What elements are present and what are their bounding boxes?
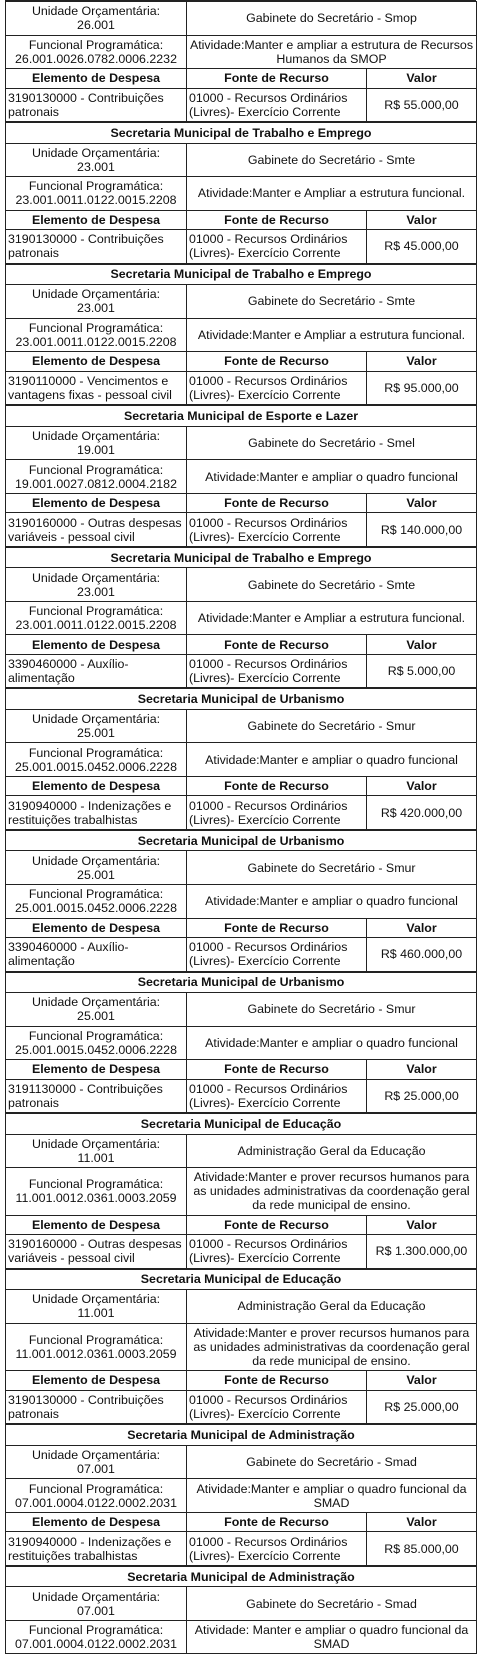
unidade-row	[6, 851, 477, 885]
unidade-row	[6, 426, 477, 460]
funcional-code: 07.001.0004.0122.0002.2031	[15, 1495, 177, 1510]
column-header-row	[6, 776, 477, 796]
unidade-row	[6, 1445, 477, 1479]
unidade-description: Gabinete do Secretário - Smte	[187, 143, 477, 177]
unidade-description: Gabinete do Secretário - Smel	[187, 426, 477, 460]
funcional-row	[6, 1026, 477, 1060]
secretaria-row	[6, 406, 477, 427]
elemento-despesa: 3190940000 - Indenizações e restituições trabalhistas	[6, 796, 187, 830]
funcional-code: 25.001.0015.0452.0006.2228	[15, 759, 177, 774]
secretaria-row	[6, 1425, 477, 1446]
unidade-code: 11.001	[77, 1150, 115, 1165]
unidade-label: Unidade Orçamentária:	[31, 1292, 161, 1307]
secretaria-row	[6, 1114, 477, 1135]
funcional-row	[6, 1323, 477, 1371]
header-valor: Valor	[367, 493, 477, 513]
expense-row	[6, 1079, 477, 1113]
unidade-cell	[6, 426, 187, 460]
unidade-description: Gabinete do Secretário - Smad	[187, 1445, 477, 1479]
funcional-code: 23.001.0011.0122.0015.2208	[15, 193, 177, 208]
funcional-code: 25.001.0015.0452.0006.2228	[15, 1042, 177, 1057]
unidade-code: 07.001	[77, 1603, 115, 1618]
unidade-description: Gabinete do Secretário - Smte	[187, 568, 477, 602]
secretaria-title: Secretaria Municipal de Trabalho e Emprego	[6, 264, 477, 285]
funcional-cell	[6, 1026, 187, 1060]
funcional-label: Funcional Programática:	[28, 1481, 164, 1496]
secretaria-row	[6, 689, 477, 710]
secretaria-title: Secretaria Municipal de Urbanismo	[6, 689, 477, 710]
atividade-description: Atividade:Manter e Ampliar a estrutura funcional.	[187, 601, 477, 635]
unidade-row	[6, 1587, 477, 1621]
expense-row	[6, 88, 477, 122]
secretaria-title: Secretaria Municipal de Urbanismo	[6, 830, 477, 851]
unidade-label: Unidade Orçamentária:	[31, 995, 161, 1010]
unidade-code: 23.001	[77, 584, 115, 599]
expense-row	[6, 1532, 477, 1566]
funcional-label: Funcional Programática:	[28, 745, 164, 760]
unidade-description: Gabinete do Secretário - Smur	[187, 993, 477, 1027]
allocation-block-10	[5, 1269, 477, 1425]
expense-row	[6, 938, 477, 972]
valor: R$ 25.000,00	[367, 1390, 477, 1424]
funcional-label: Funcional Programática:	[28, 1177, 164, 1192]
funcional-label: Funcional Programática:	[28, 179, 164, 194]
expense-row	[6, 1390, 477, 1424]
funcional-cell	[6, 177, 187, 211]
funcional-code: 11.001.0012.0361.0003.2059	[15, 1346, 177, 1361]
elemento-despesa: 3190160000 - Outras despesas variáveis - pessoal civil	[6, 1235, 187, 1269]
unidade-row	[6, 568, 477, 602]
funcional-cell	[6, 1620, 187, 1654]
atividade-description: Atividade:Manter e Ampliar a estrutura funcional.	[187, 318, 477, 352]
unidade-label: Unidade Orçamentária:	[31, 428, 161, 443]
unidade-cell	[6, 568, 187, 602]
valor: R$ 5.000,00	[367, 654, 477, 688]
unidade-cell	[6, 285, 187, 319]
elemento-despesa: 3191130000 - Contribuições patronais	[6, 1079, 187, 1113]
allocation-block-4	[5, 405, 477, 547]
header-elemento: Elemento de Despesa	[6, 210, 187, 230]
funcional-cell	[6, 1479, 187, 1513]
funcional-cell	[6, 318, 187, 352]
column-header-row	[6, 493, 477, 513]
budget-allocation-document	[5, 0, 476, 1654]
unidade-code: 23.001	[77, 159, 115, 174]
column-header-row	[6, 210, 477, 230]
unidade-description: Gabinete do Secretário - Smop	[187, 2, 477, 36]
unidade-code: 25.001	[77, 1009, 115, 1024]
column-header-row	[6, 1060, 477, 1080]
unidade-cell	[6, 2, 187, 36]
fonte-recurso: 01000 - Recursos Ordinários (Livres)- Exercício Corrente	[187, 88, 367, 122]
allocation-block-11	[5, 1424, 477, 1566]
atividade-description: Atividade:Manter e prover recursos humanos para as unidades administrativas da coordenação geral da rede municipal de ensino.	[187, 1323, 477, 1371]
atividade-description: Atividade:Manter e ampliar o quadro funcional da SMAD	[187, 1479, 477, 1513]
unidade-label: Unidade Orçamentária:	[31, 1589, 161, 1604]
secretaria-title: Secretaria Municipal de Administração	[6, 1425, 477, 1446]
allocation-block-5	[5, 547, 477, 689]
header-fonte: Fonte de Recurso	[187, 493, 367, 513]
funcional-code: 25.001.0015.0452.0006.2228	[15, 901, 177, 916]
unidade-code: 25.001	[77, 867, 115, 882]
unidade-row	[6, 2, 477, 36]
funcional-row	[6, 1620, 477, 1654]
column-header-row	[6, 1512, 477, 1532]
fonte-recurso: 01000 - Recursos Ordinários (Livres)- Exercício Corrente	[187, 796, 367, 830]
funcional-cell	[6, 601, 187, 635]
funcional-cell	[6, 1323, 187, 1371]
elemento-despesa: 3190130000 - Contribuições patronais	[6, 88, 187, 122]
elemento-despesa: 3390460000 - Auxílio-alimentação	[6, 654, 187, 688]
funcional-code: 23.001.0011.0122.0015.2208	[15, 618, 177, 633]
column-header-row	[6, 635, 477, 655]
elemento-despesa: 3190130000 - Contribuições patronais	[6, 230, 187, 264]
elemento-despesa: 3190160000 - Outras despesas variáveis - pessoal civil	[6, 513, 187, 547]
header-fonte: Fonte de Recurso	[187, 635, 367, 655]
header-elemento: Elemento de Despesa	[6, 1060, 187, 1080]
valor: R$ 420.000,00	[367, 796, 477, 830]
header-fonte: Fonte de Recurso	[187, 69, 367, 89]
allocation-block-1	[5, 1, 477, 122]
unidade-code: 23.001	[77, 301, 115, 316]
funcional-label: Funcional Programática:	[28, 37, 164, 52]
fonte-recurso: 01000 - Recursos Ordinários (Livres)- Exercício Corrente	[187, 371, 367, 405]
funcional-row	[6, 1479, 477, 1513]
unidade-description: Gabinete do Secretário - Smad	[187, 1587, 477, 1621]
fonte-recurso: 01000 - Recursos Ordinários (Livres)- Exercício Corrente	[187, 1235, 367, 1269]
elemento-despesa: 3190110000 - Vencimentos e vantagens fixas - pessoal civil	[6, 371, 187, 405]
column-header-row	[6, 1371, 477, 1391]
secretaria-row	[6, 123, 477, 144]
funcional-row	[6, 601, 477, 635]
unidade-label: Unidade Orçamentária:	[31, 570, 161, 585]
unidade-code: 11.001	[77, 1306, 115, 1321]
valor: R$ 25.000,00	[367, 1079, 477, 1113]
allocation-block-9	[5, 1113, 477, 1269]
funcional-cell	[6, 884, 187, 918]
funcional-cell	[6, 460, 187, 494]
atividade-description: Atividade:Manter e prover recursos humanos para as unidades administrativas da coordenação geral da rede municipal de ensino.	[187, 1168, 477, 1216]
atividade-description: Atividade:Manter e ampliar o quadro funcional	[187, 1026, 477, 1060]
expense-row	[6, 1235, 477, 1269]
funcional-row	[6, 318, 477, 352]
unidade-code: 07.001	[77, 1462, 115, 1477]
funcional-label: Funcional Programática:	[28, 1623, 164, 1638]
funcional-row	[6, 177, 477, 211]
unidade-row	[6, 1134, 477, 1168]
fonte-recurso: 01000 - Recursos Ordinários (Livres)- Exercício Corrente	[187, 513, 367, 547]
unidade-description: Gabinete do Secretário - Smur	[187, 709, 477, 743]
funcional-row	[6, 35, 477, 69]
secretaria-title: Secretaria Municipal de Administração	[6, 1566, 477, 1587]
header-valor: Valor	[367, 1512, 477, 1532]
atividade-description: Atividade:Manter e ampliar a estrutura de Recursos Humanos da SMOP	[187, 35, 477, 69]
header-valor: Valor	[367, 1060, 477, 1080]
expense-row	[6, 654, 477, 688]
funcional-row	[6, 1168, 477, 1216]
secretaria-row	[6, 1566, 477, 1587]
unidade-row	[6, 285, 477, 319]
header-fonte: Fonte de Recurso	[187, 1371, 367, 1391]
unidade-label: Unidade Orçamentária:	[31, 853, 161, 868]
secretaria-row	[6, 972, 477, 993]
header-valor: Valor	[367, 1215, 477, 1235]
funcional-cell	[6, 1168, 187, 1216]
atividade-description: Atividade:Manter e ampliar o quadro funcional	[187, 460, 477, 494]
unidade-cell	[6, 993, 187, 1027]
valor: R$ 85.000,00	[367, 1532, 477, 1566]
header-elemento: Elemento de Despesa	[6, 352, 187, 372]
allocation-block-3	[5, 264, 477, 406]
fonte-recurso: 01000 - Recursos Ordinários (Livres)- Exercício Corrente	[187, 938, 367, 972]
header-valor: Valor	[367, 776, 477, 796]
column-header-row	[6, 352, 477, 372]
unidade-label: Unidade Orçamentária:	[31, 287, 161, 302]
allocation-block-2	[5, 122, 477, 264]
unidade-cell	[6, 851, 187, 885]
column-header-row	[6, 69, 477, 89]
secretaria-row	[6, 264, 477, 285]
unidade-row	[6, 993, 477, 1027]
unidade-cell	[6, 1445, 187, 1479]
funcional-code: 07.001.0004.0122.0002.2031	[15, 1637, 177, 1652]
elemento-despesa: 3190130000 - Contribuições patronais	[6, 1390, 187, 1424]
header-elemento: Elemento de Despesa	[6, 1215, 187, 1235]
atividade-description: Atividade: Manter e ampliar o quadro funcional da SMAD	[187, 1620, 477, 1654]
expense-row	[6, 230, 477, 264]
funcional-label: Funcional Programática:	[28, 887, 164, 902]
header-valor: Valor	[367, 918, 477, 938]
secretaria-title: Secretaria Municipal de Educação	[6, 1114, 477, 1135]
unidade-label: Unidade Orçamentária:	[31, 145, 161, 160]
expense-row	[6, 796, 477, 830]
secretaria-row	[6, 830, 477, 851]
header-valor: Valor	[367, 635, 477, 655]
unidade-code: 26.001	[77, 18, 115, 33]
funcional-row	[6, 460, 477, 494]
secretaria-title: Secretaria Municipal de Trabalho e Emprego	[6, 547, 477, 568]
allocation-block-12	[5, 1566, 477, 1655]
funcional-cell	[6, 743, 187, 777]
funcional-label: Funcional Programática:	[28, 1332, 164, 1347]
header-fonte: Fonte de Recurso	[187, 918, 367, 938]
header-elemento: Elemento de Despesa	[6, 1512, 187, 1532]
atividade-description: Atividade:Manter e ampliar o quadro funcional	[187, 884, 477, 918]
valor: R$ 95.000,00	[367, 371, 477, 405]
atividade-description: Atividade:Manter e ampliar o quadro funcional	[187, 743, 477, 777]
funcional-code: 19.001.0027.0812.0004.2182	[15, 476, 177, 491]
column-header-row	[6, 1215, 477, 1235]
unidade-cell	[6, 1290, 187, 1324]
funcional-label: Funcional Programática:	[28, 1028, 164, 1043]
unidade-description: Administração Geral da Educação	[187, 1290, 477, 1324]
header-fonte: Fonte de Recurso	[187, 1060, 367, 1080]
unidade-cell	[6, 1587, 187, 1621]
funcional-label: Funcional Programática:	[28, 604, 164, 619]
fonte-recurso: 01000 - Recursos Ordinários (Livres)- Exercício Corrente	[187, 1390, 367, 1424]
unidade-label: Unidade Orçamentária:	[31, 4, 161, 19]
header-elemento: Elemento de Despesa	[6, 635, 187, 655]
valor: R$ 140.000,00	[367, 513, 477, 547]
unidade-code: 19.001	[77, 442, 115, 457]
header-elemento: Elemento de Despesa	[6, 776, 187, 796]
unidade-row	[6, 1290, 477, 1324]
unidade-row	[6, 143, 477, 177]
elemento-despesa: 3390460000 - Auxílio-alimentação	[6, 938, 187, 972]
header-valor: Valor	[367, 1371, 477, 1391]
fonte-recurso: 01000 - Recursos Ordinários (Livres)- Exercício Corrente	[187, 1079, 367, 1113]
funcional-label: Funcional Programática:	[28, 462, 164, 477]
valor: R$ 45.000,00	[367, 230, 477, 264]
header-elemento: Elemento de Despesa	[6, 493, 187, 513]
unidade-cell	[6, 143, 187, 177]
funcional-label: Funcional Programática:	[28, 320, 164, 335]
valor: R$ 460.000,00	[367, 938, 477, 972]
column-header-row	[6, 918, 477, 938]
header-elemento: Elemento de Despesa	[6, 69, 187, 89]
unidade-row	[6, 709, 477, 743]
allocation-block-8	[5, 972, 477, 1114]
secretaria-title: Secretaria Municipal de Trabalho e Emprego	[6, 123, 477, 144]
secretaria-title: Secretaria Municipal de Esporte e Lazer	[6, 406, 477, 427]
secretaria-title: Secretaria Municipal de Educação	[6, 1269, 477, 1290]
allocation-block-6	[5, 688, 477, 830]
header-elemento: Elemento de Despesa	[6, 1371, 187, 1391]
secretaria-row	[6, 547, 477, 568]
header-elemento: Elemento de Despesa	[6, 918, 187, 938]
atividade-description: Atividade:Manter e Ampliar a estrutura funcional.	[187, 177, 477, 211]
unidade-cell	[6, 1134, 187, 1168]
header-fonte: Fonte de Recurso	[187, 352, 367, 372]
unidade-description: Gabinete do Secretário - Smur	[187, 851, 477, 885]
unidade-code: 25.001	[77, 726, 115, 741]
unidade-label: Unidade Orçamentária:	[31, 1448, 161, 1463]
unidade-description: Administração Geral da Educação	[187, 1134, 477, 1168]
funcional-cell	[6, 35, 187, 69]
valor: R$ 55.000,00	[367, 88, 477, 122]
valor: R$ 1.300.000,00	[367, 1235, 477, 1269]
expense-row	[6, 371, 477, 405]
unidade-label: Unidade Orçamentária:	[31, 712, 161, 727]
fonte-recurso: 01000 - Recursos Ordinários (Livres)- Exercício Corrente	[187, 230, 367, 264]
unidade-label: Unidade Orçamentária:	[31, 1136, 161, 1151]
unidade-cell	[6, 709, 187, 743]
funcional-row	[6, 884, 477, 918]
header-valor: Valor	[367, 352, 477, 372]
funcional-code: 26.001.0026.0782.0006.2232	[15, 51, 177, 66]
funcional-code: 11.001.0012.0361.0003.2059	[15, 1191, 177, 1206]
secretaria-title: Secretaria Municipal de Urbanismo	[6, 972, 477, 993]
allocation-block-7	[5, 830, 477, 972]
elemento-despesa: 3190940000 - Indenizações e restituições trabalhistas	[6, 1532, 187, 1566]
funcional-row	[6, 743, 477, 777]
header-valor: Valor	[367, 210, 477, 230]
header-fonte: Fonte de Recurso	[187, 210, 367, 230]
secretaria-row	[6, 1269, 477, 1290]
unidade-description: Gabinete do Secretário - Smte	[187, 285, 477, 319]
header-fonte: Fonte de Recurso	[187, 1512, 367, 1532]
header-fonte: Fonte de Recurso	[187, 776, 367, 796]
header-valor: Valor	[367, 69, 477, 89]
expense-row	[6, 513, 477, 547]
fonte-recurso: 01000 - Recursos Ordinários (Livres)- Exercício Corrente	[187, 654, 367, 688]
funcional-code: 23.001.0011.0122.0015.2208	[15, 334, 177, 349]
header-fonte: Fonte de Recurso	[187, 1215, 367, 1235]
fonte-recurso: 01000 - Recursos Ordinários (Livres)- Exercício Corrente	[187, 1532, 367, 1566]
